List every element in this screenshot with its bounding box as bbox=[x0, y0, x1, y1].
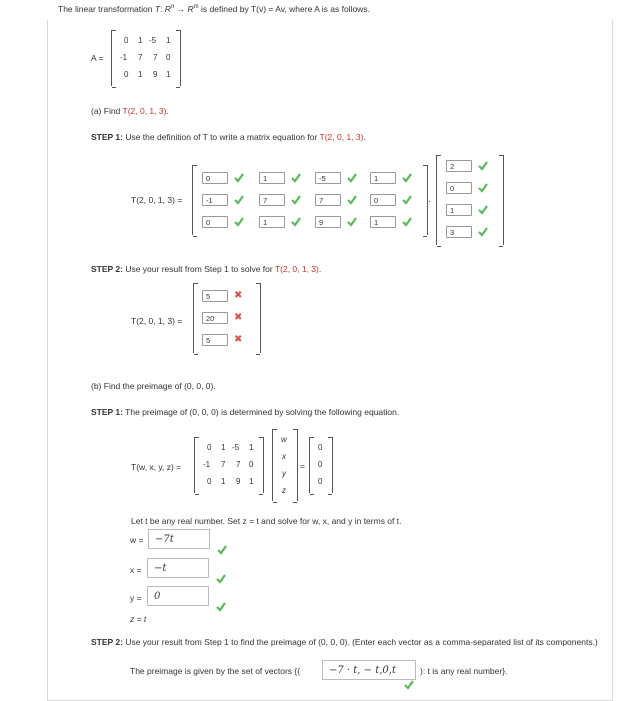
w-input[interactable]: −7t bbox=[148, 529, 210, 549]
cross-icon: ✖ bbox=[234, 290, 243, 301]
cross-icon: ✖ bbox=[234, 312, 243, 323]
w-label: w = bbox=[130, 535, 144, 545]
check-icon bbox=[291, 173, 301, 183]
dot-operator: · bbox=[428, 196, 432, 207]
m-cell: 0 bbox=[207, 477, 212, 486]
y-label: y = bbox=[130, 593, 142, 603]
entry-input[interactable]: 0 bbox=[370, 194, 396, 206]
entry-input[interactable]: 2 bbox=[446, 160, 472, 172]
a-cell: 1 bbox=[138, 70, 143, 79]
step-b1-text: STEP 1: The preimage of (0, 0, 0) is determined by solving the following equation. bbox=[91, 407, 400, 417]
check-icon bbox=[217, 545, 227, 555]
a-cell: 7 bbox=[153, 53, 158, 62]
a-cell: 1 bbox=[166, 36, 171, 45]
part-b-title: (b) Find the preimage of (0, 0, 0). bbox=[91, 381, 216, 391]
m-cell: 0 bbox=[207, 443, 212, 452]
check-icon bbox=[402, 173, 412, 183]
check-icon bbox=[291, 195, 301, 205]
z-line: z = t bbox=[130, 614, 147, 624]
check-icon bbox=[478, 227, 488, 237]
m-cell: -5 bbox=[232, 443, 240, 452]
var-w: w bbox=[281, 435, 287, 444]
check-icon bbox=[402, 195, 412, 205]
preimage-input[interactable]: −7 · t, − t,0,t bbox=[322, 660, 416, 680]
let-t-text: Let t be any real number. Set z = t and solve for w, x, and y in terms of t. bbox=[131, 516, 402, 526]
m-cell: 9 bbox=[236, 477, 241, 486]
a-cell: -1 bbox=[120, 53, 128, 62]
entry-input[interactable]: 5 bbox=[202, 290, 228, 302]
entry-input[interactable]: 5 bbox=[202, 334, 228, 346]
check-icon bbox=[347, 217, 357, 227]
final-prefix: The preimage is given by the set of vectors {( bbox=[130, 666, 301, 676]
a-cell: 0 bbox=[124, 70, 129, 79]
check-icon bbox=[291, 217, 301, 227]
a-cell: 0 bbox=[124, 36, 129, 45]
entry-input[interactable]: 1 bbox=[446, 204, 472, 216]
step2-text: STEP 2: Use your result from Step 1 to solve for T(2, 0, 1, 3). bbox=[91, 264, 322, 274]
zero-vector bbox=[309, 437, 333, 493]
part-a-title: (a) Find T(2, 0, 1, 3). bbox=[91, 106, 169, 116]
check-icon bbox=[404, 680, 414, 690]
entry-input[interactable]: 0 bbox=[446, 182, 472, 194]
check-icon bbox=[216, 574, 226, 584]
zero-cell: 0 bbox=[318, 477, 323, 486]
equals-sign: = bbox=[300, 461, 305, 471]
m-cell: 0 bbox=[249, 460, 254, 469]
entry-input[interactable]: 0 bbox=[202, 172, 228, 184]
step1-text: STEP 1: Use the definition of T to write a matrix equation for T(2, 0, 1, 3). bbox=[91, 132, 366, 142]
m-cell: 1 bbox=[249, 443, 254, 452]
check-icon bbox=[478, 161, 488, 171]
variable-vector bbox=[272, 429, 298, 501]
eq2-lhs: T(2, 0, 1, 3) = bbox=[131, 316, 183, 326]
matrix-a-label: A = bbox=[91, 53, 104, 63]
entry-input[interactable]: 7 bbox=[259, 194, 285, 206]
entry-input[interactable]: 1 bbox=[259, 172, 285, 184]
entry-input[interactable]: -1 bbox=[202, 194, 228, 206]
y-input[interactable]: 0 bbox=[147, 586, 209, 606]
check-icon bbox=[347, 173, 357, 183]
final-suffix: ): t is any real number}. bbox=[420, 666, 508, 676]
entry-input[interactable]: 20 bbox=[202, 312, 228, 324]
var-z: z bbox=[282, 486, 286, 495]
zero-cell: 0 bbox=[318, 443, 323, 452]
entry-input[interactable]: 7 bbox=[315, 194, 341, 206]
a-cell: 9 bbox=[153, 70, 158, 79]
check-icon bbox=[478, 183, 488, 193]
entry-input[interactable]: -5 bbox=[315, 172, 341, 184]
intro-text: The linear transformation T: $R^n \to R^m$ is defined by T(v) = Av, where A is as follows. bbox=[58, 4, 370, 14]
m-cell: -1 bbox=[203, 460, 211, 469]
entry-input[interactable]: 3 bbox=[446, 226, 472, 238]
entry-input[interactable]: 0 bbox=[202, 216, 228, 228]
check-icon bbox=[234, 217, 244, 227]
check-icon bbox=[478, 205, 488, 215]
check-icon bbox=[402, 217, 412, 227]
check-icon bbox=[234, 173, 244, 183]
check-icon bbox=[216, 602, 226, 612]
a-cell: 7 bbox=[138, 53, 143, 62]
m-cell: 1 bbox=[249, 477, 254, 486]
a-cell: 1 bbox=[138, 36, 143, 45]
a-cell: -5 bbox=[149, 36, 157, 45]
check-icon bbox=[234, 195, 244, 205]
a-cell: 1 bbox=[166, 70, 171, 79]
entry-input[interactable]: 1 bbox=[370, 172, 396, 184]
var-x: x bbox=[282, 452, 286, 461]
m-cell: 1 bbox=[221, 443, 226, 452]
entry-input[interactable]: 1 bbox=[259, 216, 285, 228]
x-label: x = bbox=[130, 565, 142, 575]
m-cell: 7 bbox=[236, 460, 241, 469]
cross-icon: ✖ bbox=[234, 334, 243, 345]
check-icon bbox=[347, 195, 357, 205]
m-cell: 1 bbox=[221, 477, 226, 486]
m-cell: 7 bbox=[221, 460, 226, 469]
eq3-lhs: T(w, x, y, z) = bbox=[131, 462, 182, 472]
a-cell: 0 bbox=[166, 53, 171, 62]
eq3-matrix bbox=[194, 437, 264, 493]
matrix-a bbox=[111, 30, 181, 86]
step-b2-text: STEP 2: Use your result from Step 1 to find the preimage of (0, 0, 0). (Enter each vector as a comma-separated list of its components.) bbox=[91, 637, 598, 647]
entry-input[interactable]: 9 bbox=[315, 216, 341, 228]
x-input[interactable]: −t bbox=[147, 558, 209, 578]
zero-cell: 0 bbox=[318, 460, 323, 469]
eq1-lhs: T(2, 0, 1, 3) = bbox=[131, 195, 183, 205]
entry-input[interactable]: 1 bbox=[370, 216, 396, 228]
var-y: y bbox=[282, 469, 286, 478]
